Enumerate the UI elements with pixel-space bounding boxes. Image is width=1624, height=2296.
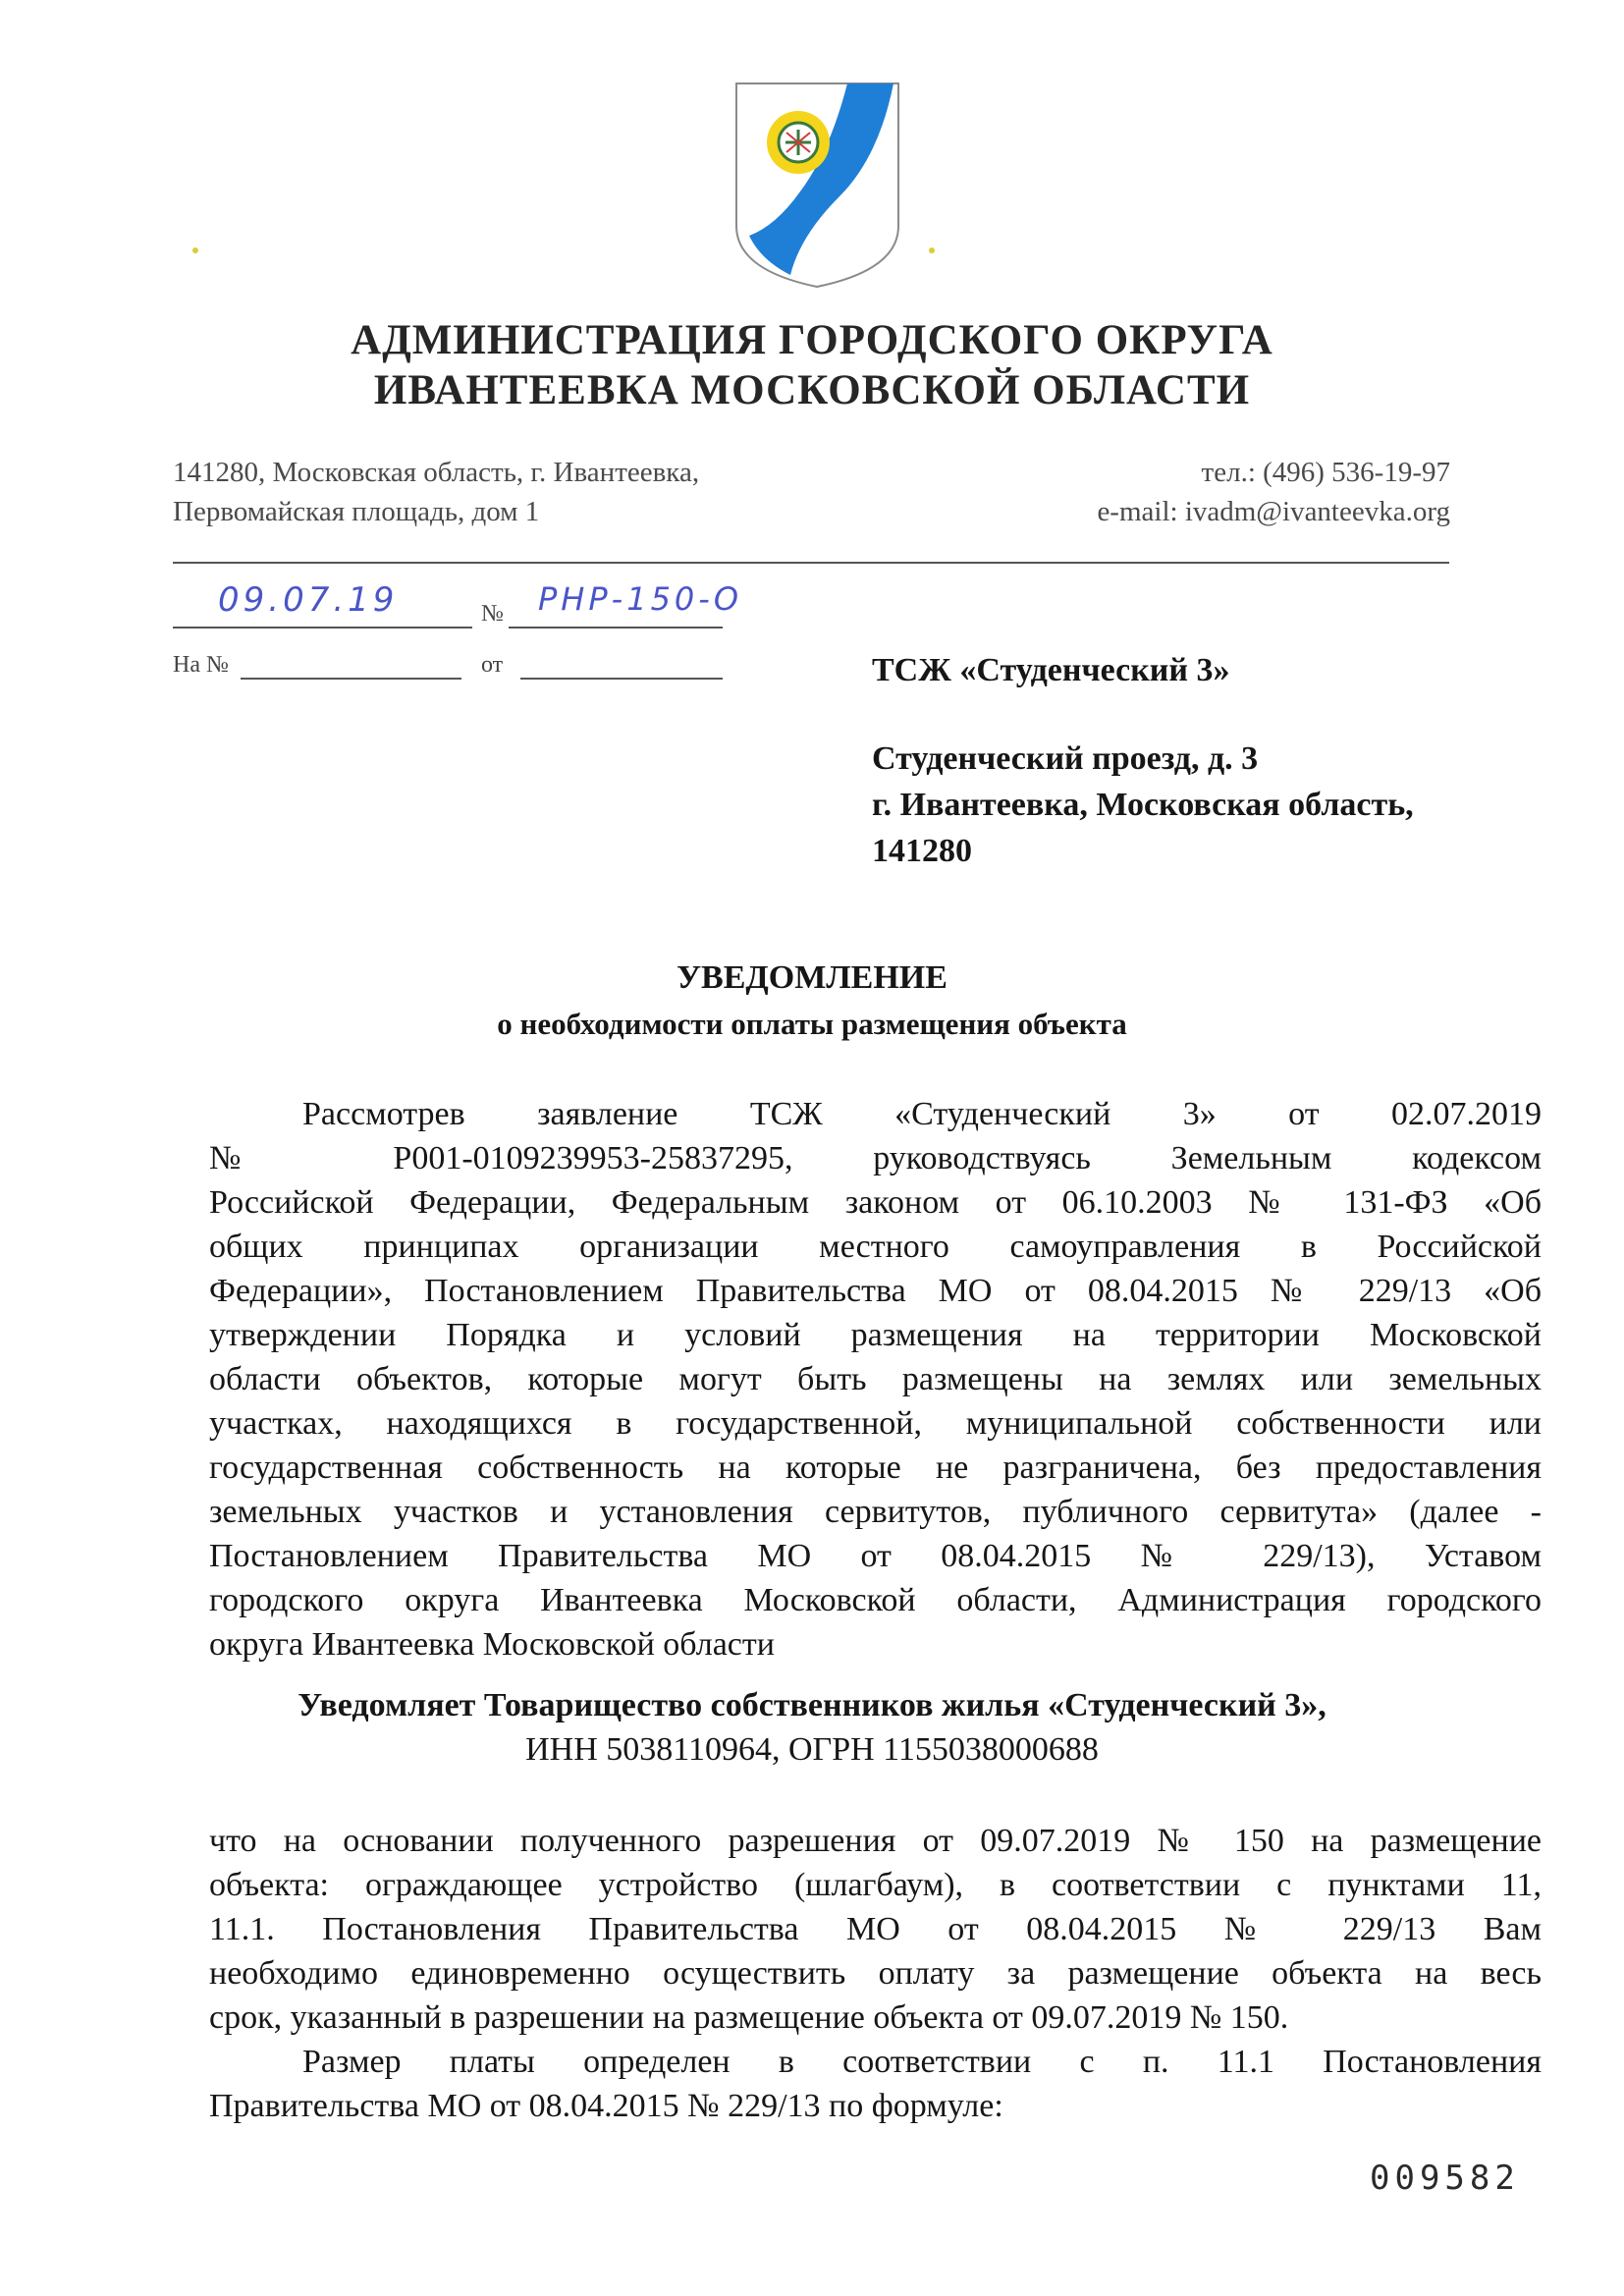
reply-from-label: от: [481, 652, 504, 678]
address-line1: 141280, Московская область, г. Ивантеевка,: [173, 457, 700, 488]
scan-mark: [929, 247, 935, 253]
text-line: округа Ивантеевка Московской области: [209, 1626, 775, 1663]
text-line: государственная собственность на которые не разграничена, без предоставления: [209, 1449, 1542, 1486]
address-line2: Первомайская площадь, дом 1: [173, 496, 540, 527]
organization-title-line1: АДМИНИСТРАЦИЯ ГОРОДСКОГО ОКРУГА: [351, 317, 1273, 363]
text-line: объекта: ограждающее устройство (шлагбаум), в соответствии с пунктами 11,: [209, 1867, 1542, 1903]
text-line: срок, указанный в разрешении на размещение объекта от 09.07.2019 № 150.: [209, 1999, 1289, 2036]
text-line: что на основании полученного разрешения от 09.07.2019 № 150 на размещение: [209, 1823, 1542, 1859]
header-divider: [173, 562, 1449, 564]
text-line: земельных участков и установления сервитутов, публичного сервитута» (далее -: [209, 1494, 1542, 1530]
outgoing-number: РНР-150-О: [538, 580, 743, 618]
recipient-postcode: 141280: [872, 833, 972, 869]
outgoing-date: 09.07.19: [218, 580, 399, 620]
paragraph-payment: [209, 1819, 1542, 2040]
reply-to-number-line: [241, 640, 461, 680]
text-line: Правительства МО от 08.04.2015 № 229/13 по формуле:: [209, 2088, 1003, 2124]
email: e-mail: ivadm@ivanteevka.org: [1097, 496, 1450, 527]
text-line: утверждении Порядка и условий размещения на территории Московской: [209, 1317, 1542, 1353]
notify-party: Уведомляет Товарищество собственников жилья «Студенческий 3»,: [298, 1687, 1326, 1723]
paragraph-consideration: [209, 1092, 1542, 1667]
text-line: общих принципах организации местного самоуправления в Российской: [209, 1229, 1542, 1265]
text-line: Рассмотрев заявление ТСЖ «Студенческий 3» от 02.07.2019: [302, 1096, 1542, 1132]
coat-of-arms-emblem: [731, 79, 903, 290]
text-line: Федерации», Постановлением Правительства МО от 08.04.2015 № 229/13 «Об: [209, 1273, 1542, 1309]
form-serial-number: 009582: [1370, 2159, 1520, 2198]
scan-mark: [192, 247, 198, 253]
recipient-city: г. Ивантеевка, Московская область,: [872, 787, 1414, 823]
text-line: необходимо единовременно осуществить оплату за размещение объекта на весь: [209, 1955, 1542, 1992]
text-line: области объектов, которые могут быть размещены на землях или земельных: [209, 1361, 1542, 1397]
text-line: 11.1. Постановления Правительства МО от 08.04.2015 № 229/13 Вам: [209, 1911, 1542, 1947]
organization-title-line2: ИВАНТЕЕВКА МОСКОВСКОЙ ОБЛАСТИ: [373, 367, 1251, 413]
paragraph-fee-formula: [209, 2040, 1542, 2128]
text-line: Размер платы определен в соответствии с п. 11.1 Постановления: [302, 2044, 1542, 2080]
notify-registration-ids: ИНН 5038110964, ОГРН 1155038000688: [525, 1731, 1099, 1768]
recipient-street: Студенческий проезд, д. 3: [872, 740, 1259, 777]
reply-from-date-line: [520, 640, 723, 680]
recipient-name: ТСЖ «Студенческий 3»: [872, 652, 1230, 688]
notice-subtitle: о необходимости оплаты размещения объекта: [497, 1007, 1127, 1041]
text-line: № P001-0109239953-25837295, руководствуясь Земельным кодексом: [209, 1140, 1542, 1176]
text-line: городского округа Ивантеевка Московской области, Администрация городского: [209, 1582, 1542, 1618]
text-line: участках, находящихся в государственной, муниципальной собственности или: [209, 1405, 1542, 1442]
notice-title: УВЕДОМЛЕНИЕ: [677, 959, 947, 996]
reply-to-label: На №: [173, 652, 229, 678]
number-label: №: [481, 601, 504, 627]
phone: тел.: (496) 536-19-97: [1201, 457, 1450, 488]
text-line: Постановлением Правительства МО от 08.04.2015 № 229/13), Уставом: [209, 1538, 1542, 1574]
text-line: Российской Федерации, Федеральным законом от 06.10.2003 № 131-ФЗ «Об: [209, 1184, 1542, 1221]
